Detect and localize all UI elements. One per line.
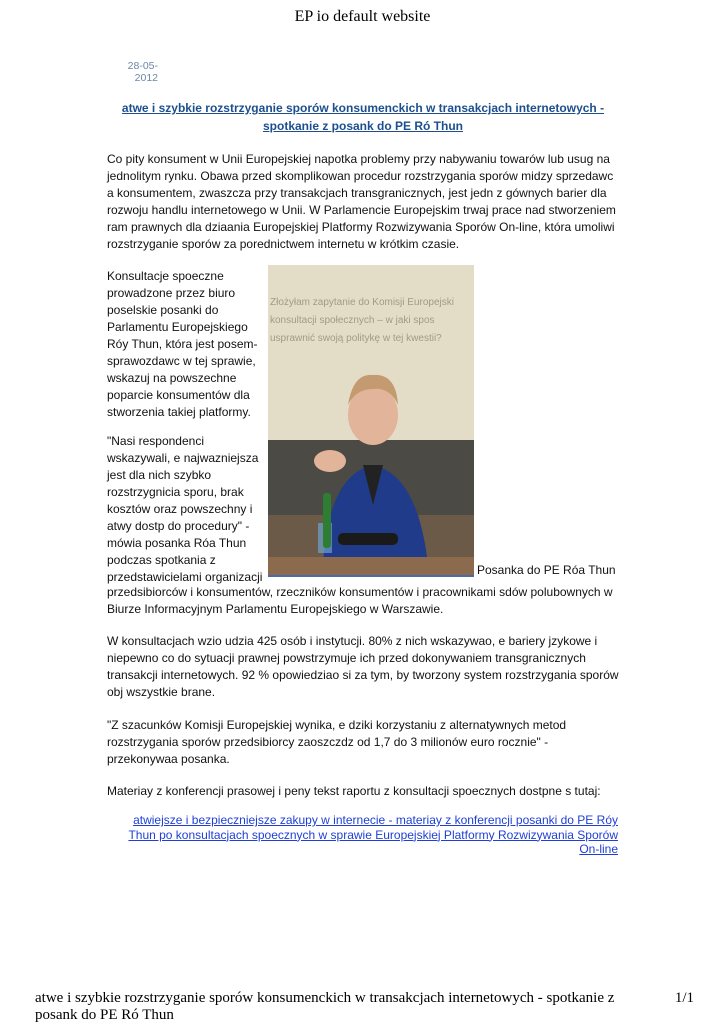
page-number: 1/1 bbox=[674, 990, 694, 1006]
article-title-link[interactable]: atwe i szybkie rozstrzyganie sporów konsumenckich w transakcjach internetowych - spotkanie z posank do PE Ró Thun bbox=[121, 101, 605, 133]
article-intro: Co pity konsument w Unii Europejskiej napotka problemy przy nabywaniu towarów lub usug na jednolitym rynku. Obawa przed skomplikowan procedur rozstrzygania sporów midzy sprzedawc a konsumentem, zwaszcza przy transakcjach transgranicznych, jest jedn z gównych barier dla rozwoju handlu internetowego w Unii. W Parlamencie Europejskim trwaj prace nad stworzeniem ram prawnych dla dziaania Europejskiej Platformy Rozwizywania Sporów On-line, która umoliwi rozstrzyganie sporów za porednictwem internetu w krótkim czasie. bbox=[107, 152, 616, 251]
quote-continuation: przedsibiorców i konsumentów, rzeczników konsumentów i pracownikami sdów polubownych w Biurze Informacyjnym Parlamentu Europejskiego w Warszawie. bbox=[107, 585, 613, 616]
article-date: 28-05-2012 bbox=[127, 60, 158, 84]
consultations-paragraph: Konsultacje spoeczne prowadzone przez biuro poselskie posanki do Parlamentu Europejskiego Róy Thun, która jest posem-sprawozdawc w tej sprawie, wskazuj na powszechne poparcie konsumentów dla stworzenia takiej platformy. bbox=[107, 269, 258, 419]
footer-title: atwe i szybkie rozstrzyganie sporów konsumenckich w transakcjach internetowych - spotkanie z posank do PE Ró Thun bbox=[35, 990, 615, 1023]
quote-paragraph: "Nasi respondenci wskazywali, e najwazniejsza jest dla nich szybko rozstrzygnicia sporu, brak kosztów oraz powszechny i atwy dostp do procedury" - mówia posanka Róa Thun podczas spotkania z przedstawicielami organizacji bbox=[107, 434, 263, 584]
article-photo bbox=[268, 265, 474, 577]
slide-line-3: usprawnić swoją politykę w tej kwestii? bbox=[270, 333, 442, 344]
results-paragraph: W konsultacjach wzio udzia 425 osób i instytucji. 80% z nich wskazywao, e bariery jzykowe i niepewno co do sytuacji prawnej powstrzymuje ich przed dokonywaniem transgranicznych transakcji internetowych. 92 % opowiedziao si za tym, by tworzony system rozstrzygania sporów obj wszystkie brane. bbox=[107, 634, 619, 699]
photo-caption: Posanka do PE Róa Thun bbox=[477, 563, 616, 577]
commission-paragraph: "Z szacunków Komisji Europejskiej wynika, e dziki korzystaniu z alternatywnych metod rozstrzygania sporów przedsibiorcy zaoszczdz od 1,7 do 3 milionów euro rocznie" - przekonywaa posanka. bbox=[107, 718, 567, 766]
site-title: EP io default website bbox=[294, 8, 431, 25]
slide-line-1: Złożyłam zapytanie do Komisji Europejski bbox=[270, 297, 454, 308]
slide-line-2: konsultacji społecznych – w jaki spos bbox=[270, 315, 435, 326]
materials-paragraph: Materiay z konferencji prasowej i peny tekst raportu z konsultacji spoecznych dostpne s tutaj: bbox=[107, 784, 601, 798]
materials-link[interactable]: atwiejsze i bezpieczniejsze zakupy w internecie - materiay z konferencji posanki do PE Róy Thun po konsultacjach spoecznych w sprawie Europejskiej Platformy Rozwizywania Sporów On-line bbox=[128, 813, 618, 856]
